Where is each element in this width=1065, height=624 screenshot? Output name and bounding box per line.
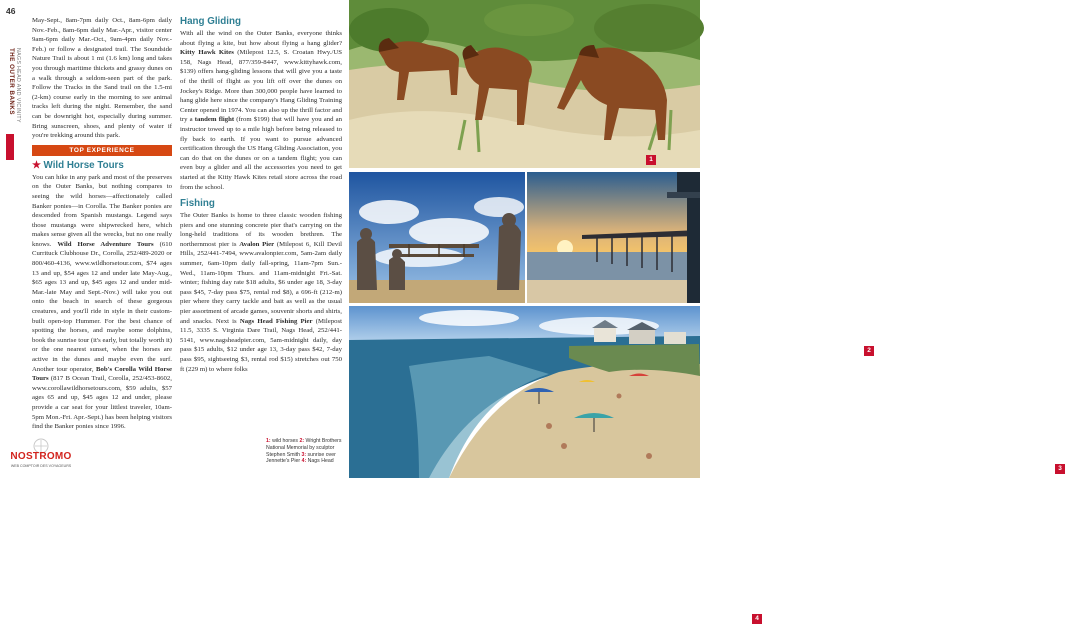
photo-wild-horses (349, 0, 700, 168)
caption-text: wild horses (270, 438, 300, 444)
watermark-tagline: WEB COMPTOIR DES VOYAGEURS (10, 464, 72, 468)
paragraph-nature-trail: May-Sept., 8am-7pm daily Oct., 8am-6pm daily Nov.-Feb., 8am-6pm daily Mar.-Apr., visitor center 9am-6pm daily Mar.-Oct., 9am-4pm daily Nov.-Feb.) or follow a designated trail. The Soundside Nature Trail is about 1 mi (1.6 km) long and takes you through maritime thickets and grassy dunes on a walk through a seldom-seen part of the park. Follow the Tracks in the Sand trail on the 1.5-mi (2-km) course early in the morning to see animal tracks left during the night. Remember, the sand can be downright hot, especially during summer. Bring sunscreen, shoes, and plenty of water if you're trekking around this park. (32, 17, 172, 140)
operator-kitty-hawk-kites: Kitty Hawk Kites (180, 49, 234, 57)
text-column-left (32, 16, 172, 432)
hang-gliding-heading: Hang Gliding (180, 16, 241, 27)
watermark-name: NOSTROMO (10, 451, 72, 462)
photo-nags-head-beach (349, 306, 759, 622)
caption-text: sunrise over Jennette's Pier (266, 451, 336, 465)
photo-caption (266, 438, 346, 465)
running-head (8, 48, 20, 128)
nags-head-pier-name: Nags Head Fishing Pier (239, 317, 313, 325)
operator-wild-horse-adventure: Wild Horse Adventure Tours (57, 240, 154, 248)
caption-number: 1: (266, 438, 271, 444)
paragraph-hang-gliding (180, 29, 342, 192)
text-run: The Outer Banks is home to three classic wooden fishing piers and one stunning concrete pier that's carrying on the long-held traditions of its wooden brethren. The northernmost pier is (180, 212, 342, 248)
text-run: (from $199) that will have you and an instructor towed up to a mile high before being released to fly back to earth. If you want to pursue advanced certification through the US Hang Gliding Association, you can do that on the dunes or on a tandem flight; you can even buy a glider and all the accessories you need to get started at the Kitty Hawk Kites retail store across the road from the school. (180, 116, 342, 191)
text-column-middle (180, 16, 342, 374)
caption-number: 4: (301, 458, 307, 465)
tandem-flight-term: tandem flight (194, 116, 235, 124)
running-head-title: THE OUTER BANKS (8, 48, 15, 115)
paragraph-wild-horse-tours (32, 173, 172, 432)
wild-horse-tours-heading (32, 160, 172, 172)
operator-bobs-corolla: Bob's Corolla Wild Horse Tours (32, 365, 172, 383)
text-run: You can hike in any park and most of the preserves on the Outer Banks, but nothing compares to seeing the wild horses—affectionately called Banker ponies—in Corolla. The Banker ponies are descended from Spanish mustangs. Legend says those mustangs were shipwrecked here, which makes sense given all the wrecks, but no one really knows. (32, 173, 172, 248)
avalon-pier-name: Avalon Pier (239, 240, 275, 248)
caption-text: Wright Brothers National Memorial by sculptor Stephen Smith (266, 438, 342, 458)
photo-number-1: 1 (646, 155, 656, 165)
running-head-subtitle: NAGS HEAD AND VICINITY (15, 48, 21, 123)
photo-wright-brothers-memorial (349, 172, 871, 354)
text-run: (817 B Ocean Trail, Corolla, 252/453-8602, www.corollawildhorsetours.com, $59 adults, $57 ages 65 and up, $45 ages 12 and under, please provide a car seat for your littlest traveler, 10am-5pm Mon.-Fri. Apr.-Sept.) has been helping visitors find the Banker ponies since 1996. (32, 375, 172, 431)
watermark-logo (6, 437, 76, 474)
text-run: (Milepost 12.5, S. Croatan Hwy./US 158, Nags Head, 877/359-8447, www.kittyhawk.com, $139) offers hang-gliding lessons that will give you a taste of the thrill of flight as you lift off over the dunes on Jockey's Ridge. More than 300,000 people have learned to hang glide here since the company's Hang Gliding Training Center opened in 1974. You can also up the thrill factor and try a (180, 49, 343, 124)
star-icon: ★ (32, 159, 41, 171)
paragraph-fishing (180, 211, 342, 374)
fishing-heading: Fishing (180, 198, 215, 210)
caption-number: 2: (299, 438, 305, 444)
photo-number-2: 2 (864, 346, 874, 356)
photo-number-3: 3 (1055, 464, 1065, 474)
photo-number-4: 4 (752, 614, 762, 624)
text-run: With all the wind on the Outer Banks, everyone thinks about flying a kite, but how about flying a hang glider? (180, 30, 342, 47)
chapter-tab (6, 134, 14, 160)
page-number: 46 (6, 6, 16, 16)
top-experience-banner: TOP EXPERIENCE (32, 145, 172, 156)
text-run: (610 Currituck Clubhouse Dr., Corolla, 252/489-2020 or 800/460-4136, www.wildhorsetour.com, $74 ages 13 and up, $54 ages 12 and under late May-Aug., $65 ages 13 and up, $45 ages 12 and under mid-Mar.-late May and Sept.-Nov.) will take you out onto the beach in search of these gorgeous creatures, and you'll ride in style in their custom-built open-top Hummer. For the best chance of spotting the horses, and maybe some dolphins, book the sunrise tour (it's early, but totally worth it) or the one nearest sunset, when the horses are active in the dunes and maybe even the surf. Another tour operator, (32, 240, 172, 373)
caption-number: 3: (301, 451, 307, 458)
text-run: (Milepost 11.5, 3335 S. Virginia Dare Trail, Nags Head, 252/441-5141, www.nagsheadpier.com, 5am-midnight daily, day pass $15 adults, $12 under age 13, 3-day pass $42, 7-day pass $95, sightseeing $3, rental rod $15) stretches out 750 ft (229 m) to where folks (180, 317, 342, 373)
photo-sunrise-pier (527, 172, 1062, 472)
wild-horse-tours-title: Wild Horse Tours (43, 159, 124, 171)
text-run: (Milepost 6, Kill Devil Hills, 252/441-7494, www.avalonpier.com, 5am-2am daily summer, 6am-10pm daily fall-spring, 11am-7pm Sun.-Wed., 11am-10pm Thurs. and 11am-midnight Fri.-Sat. winter; fishing day rate $18 adults, $6 under age 18, 3-day pass $45, 7-day pass $75, rental rod $8), a 696-ft (212-m) pier where they carry tackle and bait as well as the usual pier assortment of arcade games, souvenir shorts and shirts, and snacks. Next is (180, 240, 342, 325)
caption-text: Nags Head (306, 458, 334, 465)
